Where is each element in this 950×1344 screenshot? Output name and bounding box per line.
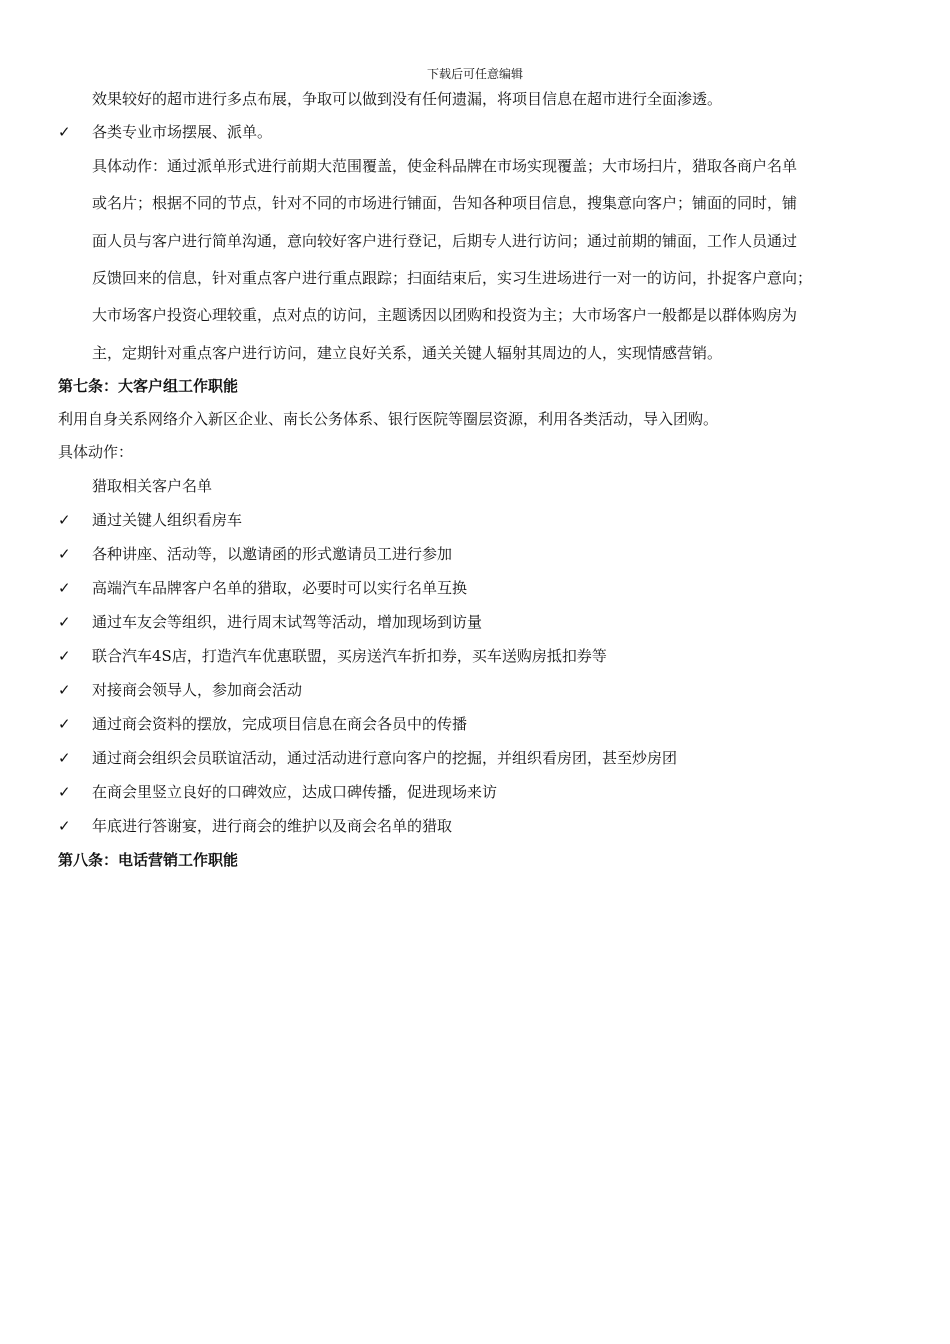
checklist-item: 通过商会资料的摆放，完成项目信息在商会各员中的传播: [92, 715, 468, 733]
paragraph-line: 利用自身关系网络介入新区企业、南长公务体系、银行医院等圈层资源，利用各类活动，导入团购。: [58, 410, 719, 428]
checkmark-icon: ✓: [58, 123, 71, 141]
section-heading: 第七条：大客户组工作职能: [58, 377, 239, 395]
paragraph-line: 猎取相关客户名单: [92, 477, 213, 495]
checkmark-icon: ✓: [58, 647, 71, 665]
checklist-item: 各种讲座、活动等，以邀请函的形式邀请员工进行参加: [92, 545, 453, 563]
checkmark-icon: ✓: [58, 715, 71, 733]
checkmark-icon: ✓: [58, 681, 71, 699]
section-heading: 第八条：电话营销工作职能: [58, 851, 239, 869]
checklist-item: 高端汽车品牌客户名单的猎取，必要时可以实行名单互换: [92, 579, 468, 597]
paragraph-line: 面人员与客户进行简单沟通，意向较好客户进行登记，后期专人进行访问；通过前期的铺面，工作人员通过: [92, 232, 798, 250]
checklist-item: 年底进行答谢宴，进行商会的维护以及商会名单的猎取: [92, 817, 453, 835]
checkmark-icon: ✓: [58, 613, 71, 631]
checklist-item: 通过商会组织会员联谊活动，通过活动进行意向客户的挖掘，并组织看房团，甚至炒房团: [92, 749, 678, 767]
paragraph-line: 主，定期针对重点客户进行访问，建立良好关系，通关关键人辐射其周边的人，实现情感营销。: [92, 344, 723, 362]
checkmark-icon: ✓: [58, 817, 71, 835]
checklist-item: 通过关键人组织看房车: [92, 511, 243, 529]
checkmark-icon: ✓: [58, 579, 71, 597]
paragraph-line: 反馈回来的信息，针对重点客户进行重点跟踪；扫面结束后，实习生进场进行一对一的访问，扑捉客户意向；: [92, 269, 813, 287]
paragraph-line: 效果较好的超市进行多点布展，争取可以做到没有任何遗漏，将项目信息在超市进行全面渗透。: [92, 90, 723, 108]
paragraph-line: 大市场客户投资心理较重，点对点的访问，主题诱因以团购和投资为主；大市场客户一般都是以群体购房为: [92, 306, 798, 324]
checklist-item: 通过车友会等组织，进行周末试驾等活动，增加现场到访量: [92, 613, 483, 631]
checklist-item: 对接商会领导人，参加商会活动: [92, 681, 303, 699]
checklist-item: 联合汽车4S店，打造汽车优惠联盟，买房送汽车折扣券，买车送购房抵扣券等: [92, 647, 607, 665]
checklist-item: 各类专业市场摆展、派单。: [92, 123, 273, 141]
paragraph-line: 或名片；根据不同的节点，针对不同的市场进行铺面，告知各种项目信息，搜集意向客户；铺面的同时，铺: [92, 194, 798, 212]
paragraph-line: 具体动作：: [58, 443, 134, 461]
checkmark-icon: ✓: [58, 749, 71, 767]
checkmark-icon: ✓: [58, 511, 71, 529]
checklist-item: 在商会里竖立良好的口碑效应，达成口碑传播，促进现场来访: [92, 783, 498, 801]
paragraph-line: 具体动作：通过派单形式进行前期大范围覆盖，使金科品牌在市场实现覆盖；大市场扫片，猎取各商户名单: [92, 157, 798, 175]
checkmark-icon: ✓: [58, 783, 71, 801]
page-header: 下载后可任意编辑: [426, 67, 523, 81]
checkmark-icon: ✓: [58, 545, 71, 563]
